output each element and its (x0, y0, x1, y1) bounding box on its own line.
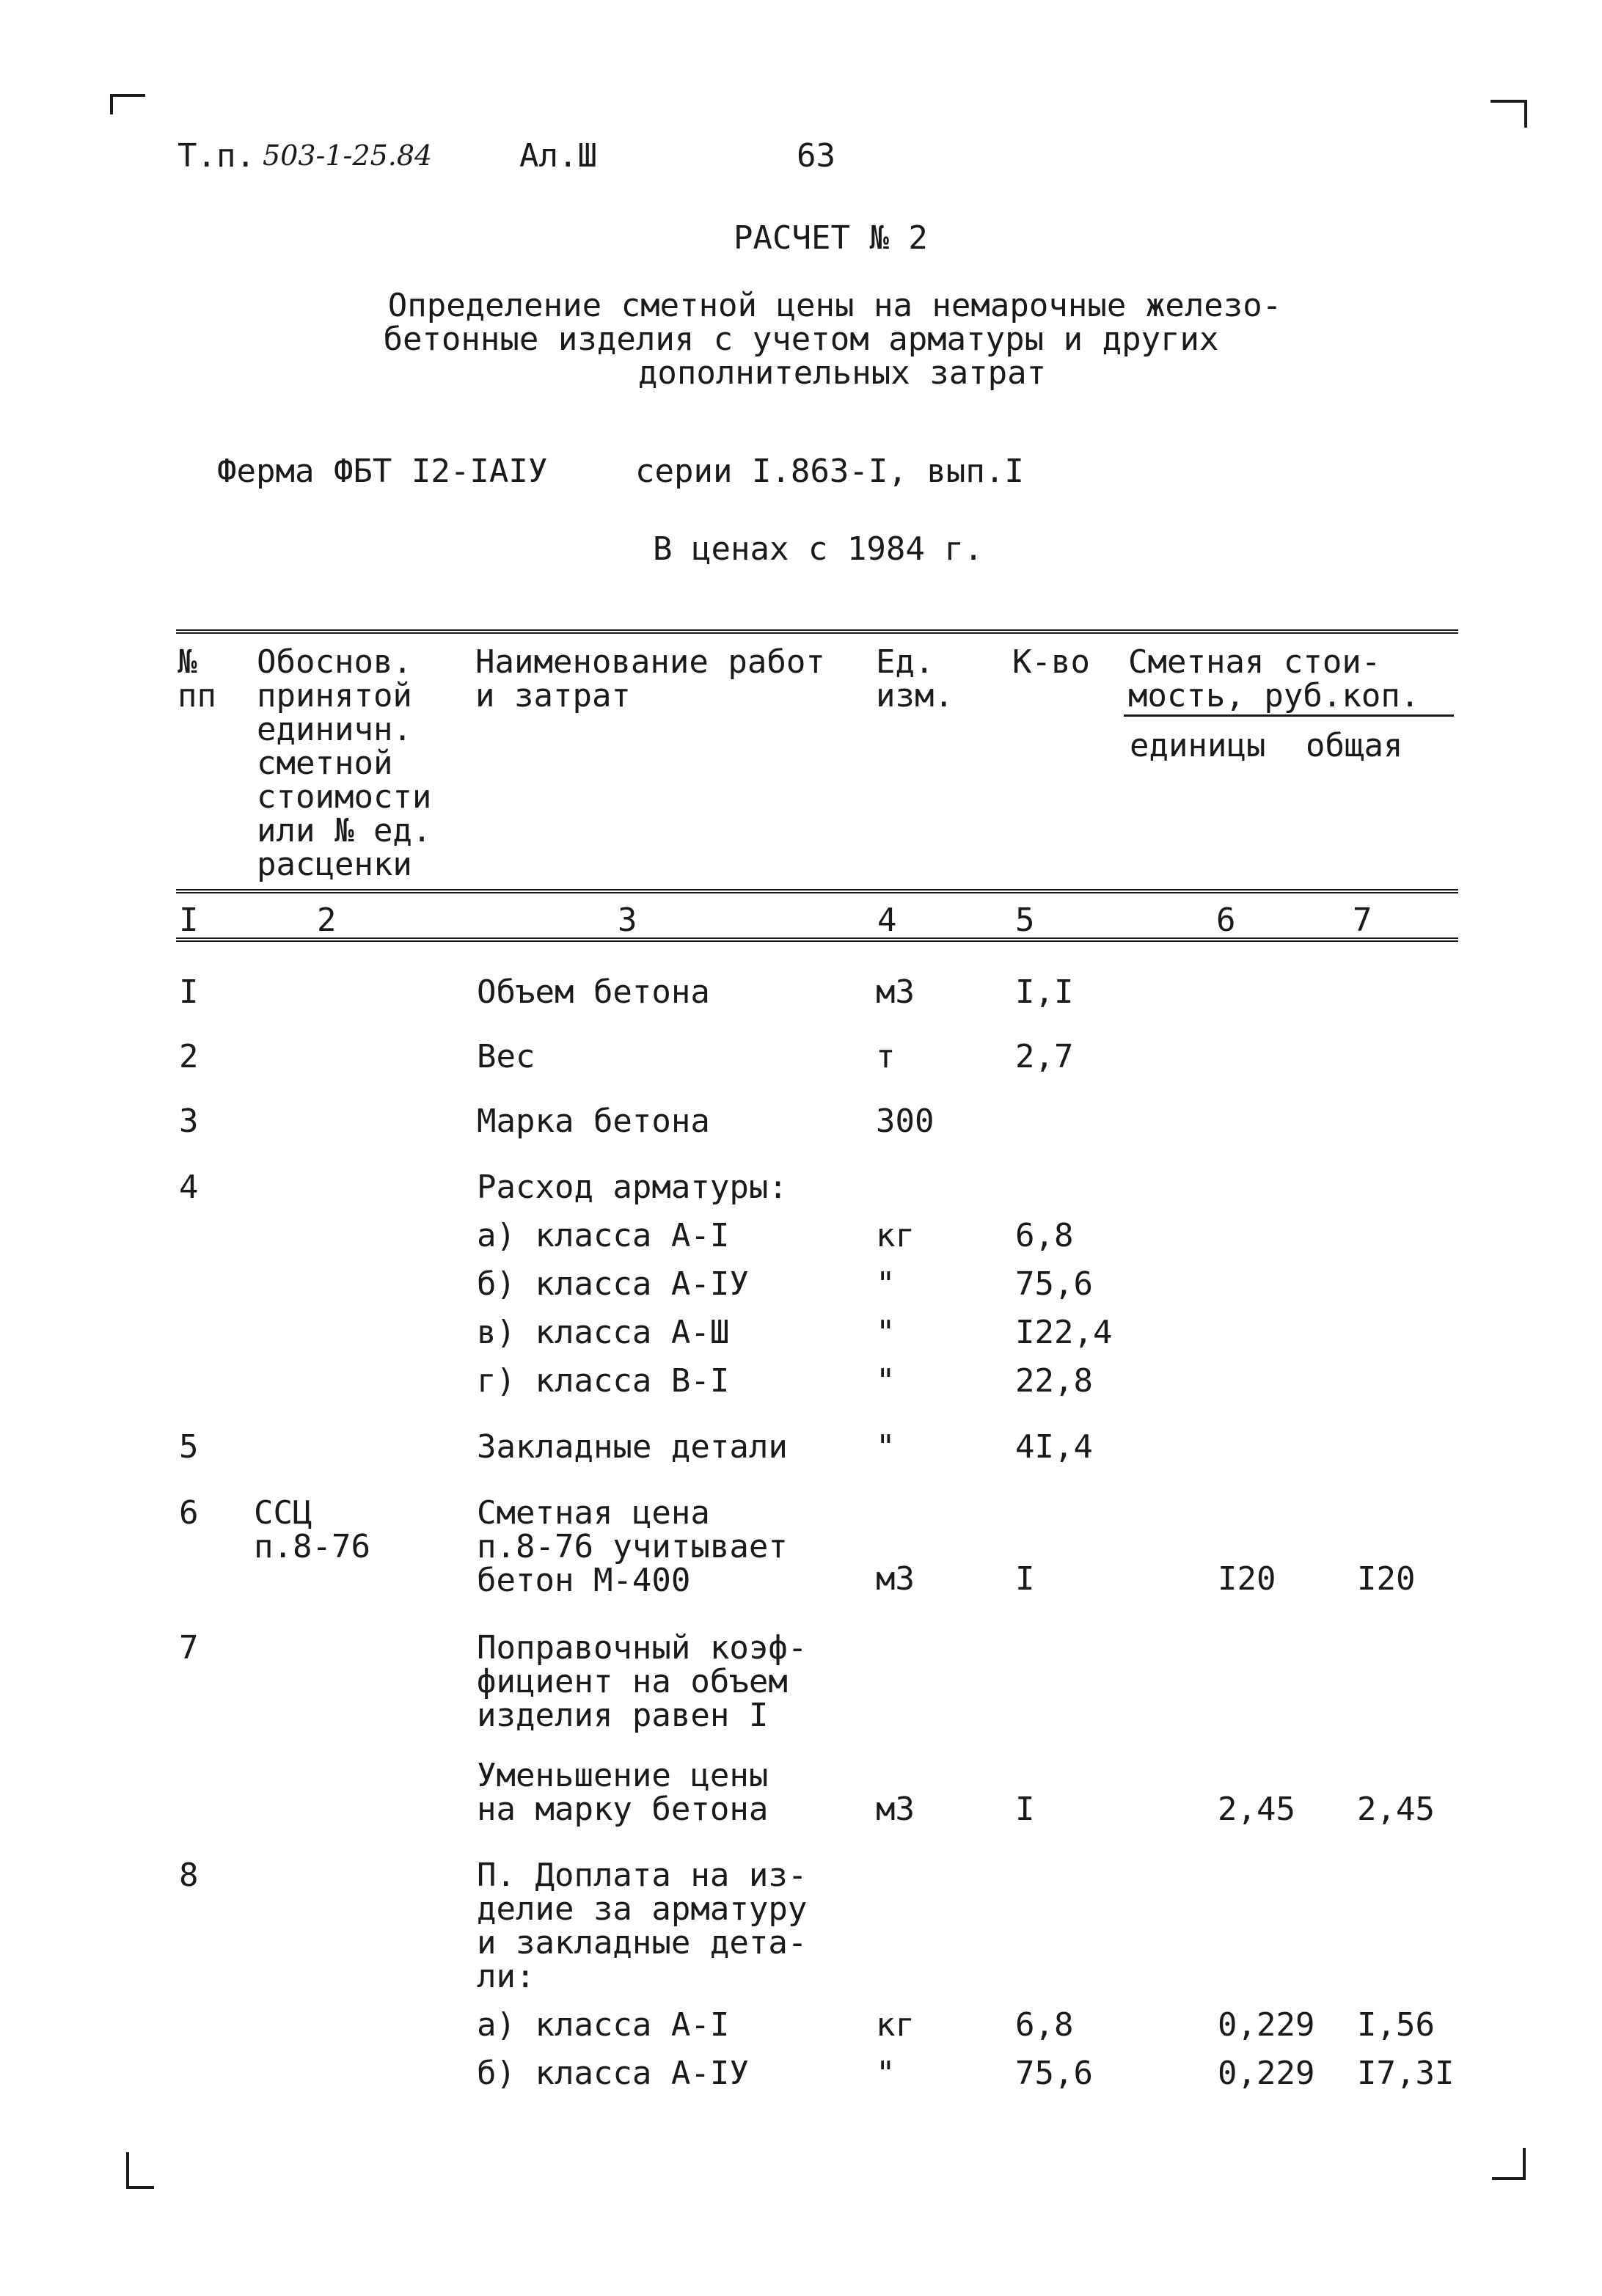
row-7-reduction-total: 2,45 (1357, 1791, 1435, 1828)
header-col-estimated-cost: Сметная стои- мость, руб.коп. (1128, 643, 1420, 714)
row-4a-quantity: 6,8 (1015, 1217, 1074, 1254)
column-number-2: 2 (317, 902, 337, 939)
row-8a-name: а) класса А-I (477, 2006, 730, 2044)
table-top-rule (176, 629, 1458, 634)
column-number-7: 7 (1353, 902, 1372, 939)
row-8-number: 8 (179, 1857, 199, 1894)
row-7-reduction-quantity: I (1015, 1791, 1035, 1828)
row-6-number: 6 (179, 1494, 199, 1532)
header-prefix: Т.п. (178, 137, 255, 175)
row-8b-quantity: 75,6 (1015, 2055, 1093, 2092)
subtitle-line-3: дополнительных затрат (637, 354, 1047, 392)
header-col-basis: Обоснов. принятой единичн. сметной стоимости или № ед. расценки (257, 643, 432, 883)
header-col-quantity: К-во (1012, 643, 1090, 681)
header-col-name: Наименование работ и затрат (475, 643, 825, 714)
subtitle-line-2: бетонные изделия с учетом арматуры и других (383, 321, 1219, 358)
row-2-unit: т (876, 1038, 896, 1075)
row-4c-name: в) класса А-Ш (477, 1314, 730, 1351)
row-8b-total: I7,3I (1357, 2055, 1455, 2092)
row-5-unit: " (876, 1428, 896, 1466)
product-series: серии I.863-I, вып.I (635, 453, 1024, 490)
row-4-name: Расход арматуры: (477, 1169, 788, 1206)
cost-header-underline (1124, 714, 1454, 717)
row-4c-unit: " (876, 1314, 896, 1351)
row-5-name: Закладные детали (477, 1428, 788, 1466)
row-2-quantity: 2,7 (1015, 1038, 1074, 1075)
column-number-1: I (179, 902, 199, 939)
header-col-unit-cost: единицы (1130, 727, 1266, 764)
row-6-basis: ССЦ п.8-76 (254, 1494, 370, 1565)
row-7-reduction-unit-cost: 2,45 (1218, 1791, 1295, 1828)
corner-mark-bottom-left (126, 2152, 154, 2189)
header-bottom-rule (176, 889, 1458, 893)
column-number-5: 5 (1015, 902, 1035, 939)
row-4d-quantity: 22,8 (1015, 1362, 1093, 1400)
row-5-number: 5 (179, 1428, 199, 1466)
row-4d-name: г) класса В-I (477, 1362, 730, 1400)
row-8a-total: I,56 (1357, 2006, 1435, 2044)
corner-mark-bottom-right (1492, 2148, 1526, 2180)
row-4c-quantity: I22,4 (1015, 1314, 1113, 1351)
row-8a-unit: кг (876, 2006, 915, 2044)
row-7-reduction-name: Уменьшение цены на марку бетона (477, 1757, 769, 1828)
row-8a-unit-cost: 0,229 (1218, 2006, 1315, 2044)
row-4b-name: б) класса А-IУ (477, 1265, 749, 1303)
product-name: Ферма ФБТ I2-IАIУ (217, 453, 548, 490)
album-label: Ал.Ш (519, 137, 597, 175)
row-7-name: Поправочный коэф- фициент на объем изделия равен I (477, 1629, 808, 1734)
calculation-heading: РАСЧЕТ № 2 (734, 219, 928, 257)
row-4b-unit: " (876, 1265, 896, 1303)
document-number: 503-1-25.84 (263, 139, 433, 172)
row-5-quantity: 4I,4 (1015, 1428, 1093, 1466)
corner-mark-top-right (1491, 100, 1527, 128)
header-col-number: № пп (178, 643, 216, 714)
prices-note: В ценах с 1984 г. (653, 530, 984, 568)
row-1-quantity: I,I (1015, 973, 1074, 1011)
row-1-name: Объем бетона (477, 973, 710, 1011)
row-4b-quantity: 75,6 (1015, 1265, 1093, 1303)
row-4a-unit: кг (876, 1217, 915, 1254)
row-6-name: Сметная цена п.8-76 учитывает бетон М-400 (477, 1494, 788, 1599)
column-number-3: 3 (618, 902, 637, 939)
page-number: 63 (797, 137, 835, 175)
row-6-unit: м3 (876, 1560, 915, 1598)
row-2-name: Вес (477, 1038, 535, 1075)
header-col-total: общая (1306, 727, 1403, 764)
row-6-unit-cost: I20 (1218, 1560, 1276, 1598)
subtitle-line-1: Определение сметной цены на немарочные железо- (387, 287, 1282, 324)
header-col-unit: Ед. изм. (876, 643, 954, 714)
column-numbers-rule (176, 937, 1458, 942)
row-4a-name: а) класса А-I (477, 1217, 730, 1254)
row-4d-unit: " (876, 1362, 896, 1400)
row-8-name: П. Доплата на из- делие за арматуру и закладные дета- ли: (477, 1857, 808, 1995)
row-3-number: 3 (179, 1103, 199, 1140)
row-8b-unit-cost: 0,229 (1218, 2055, 1315, 2092)
row-3-name: Марка бетона (477, 1103, 710, 1140)
column-number-4: 4 (877, 902, 897, 939)
row-8b-unit: " (876, 2055, 896, 2092)
row-7-reduction-unit: м3 (876, 1791, 915, 1828)
row-7-number: 7 (179, 1629, 199, 1667)
row-2-number: 2 (179, 1038, 199, 1075)
row-8a-quantity: 6,8 (1015, 2006, 1074, 2044)
row-1-unit: м3 (876, 973, 915, 1011)
row-1-number: I (179, 973, 199, 1011)
corner-mark-top-left (110, 94, 145, 114)
row-6-quantity: I (1015, 1560, 1035, 1598)
row-3-unit: 300 (876, 1103, 934, 1140)
row-6-total: I20 (1357, 1560, 1416, 1598)
row-8b-name: б) класса А-IУ (477, 2055, 749, 2092)
column-number-6: 6 (1216, 902, 1236, 939)
row-4-number: 4 (179, 1169, 199, 1206)
